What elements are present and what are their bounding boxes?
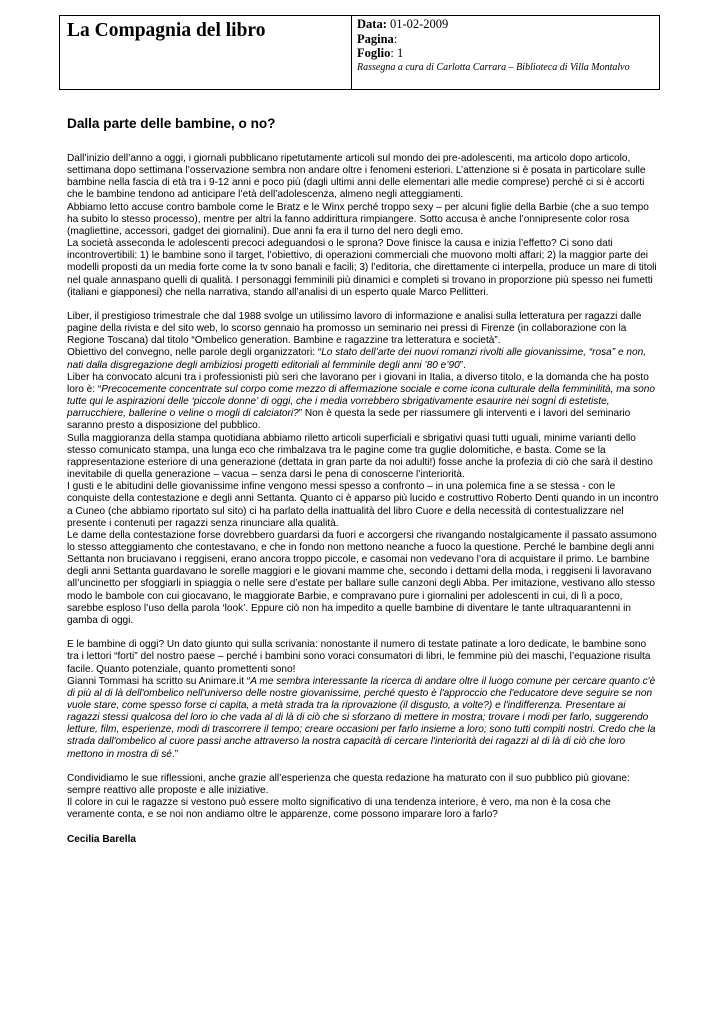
paragraph-seventies: I gusti e le abitudini delle giovanissime infine vengono messi spesso a confronto – in una polemica fine a se stessa - con le conquiste della contestazione e degli anni Settanta. Quanto ci è apparso più lucido e costruttivo Roberto Denti quando in un incontro a Cuneo (che abbiamo riportato sul sito) ci ha parlato della inattualità del libro Cuore e della necessità di contestualizzare nel presente i contenuti per ragazzi senza rinunciare alla qualità. xyxy=(67,481,659,529)
paragraph-objective xyxy=(67,347,659,371)
spacer xyxy=(67,761,659,773)
text-run: ” Non è questa la sede per riassumere gli interventi e i lavori del seminario saranno presto a disposizione del pubblico. xyxy=(67,408,631,432)
date-value: 01-02-2009 xyxy=(386,17,449,31)
sheet-value: : 1 xyxy=(390,46,404,60)
paragraph-society: La società asseconda le adolescenti precoci adeguandosi o le sprona? Dove finisce la causa e inizia l’effetto? Ci sono dati incontrovertibili: 1) le bambine sono il target, l’obiettivo, di operazioni commerciali che muovono molti affari; 2) la maggior parte dei modelli proposti da un media forte come la tv sono banali e facili; 3) l’editoria, che direttamente ci interpella, produce un mare di titoli nel quale annaspano quelli di qualità. I personaggi femminili più dinamici e completi si trovano in proporzione più spesso nei fumetti (italiani e giapponesi) che nella narrativa, stando all’analisi di un esperto quale Marco Pellitteri. xyxy=(67,238,657,298)
paragraph-dolls: Abbiamo letto accuse contro bambole come le Bratz e le Winx perché troppo sexy – per alcuni figlie della Barbie (che a suo tempo ha subito lo stesso processo), mentre per altri la fanno addirittura rimpiangere. Sotto accusa è anche l’onnipresente color rosa (magliettine, accessori, gadget dei giornalini). Due anni fa era il turno del nero degli emo. xyxy=(67,201,649,237)
header-title-cell xyxy=(60,16,352,89)
quote-run: Lo stato dell’arte dei nuovi romanzi rivolti alle giovanissime, “rosa” e non, nati dalla disgregazione degli ambiziosi progetti editoriali al femminile degli anni ’80 e’90 xyxy=(67,347,647,371)
page-row xyxy=(357,32,659,47)
spacer xyxy=(67,627,659,639)
paragraph-press: Sulla maggioranza della stampa quotidiana abbiamo riletto articoli superficiali e sbrigativi quasi tutti uguali, minime varianti dello stesso comunicato stampa, una lunga eco che rimbalzava tra le pagine come tra guglie dolomitiche, e basta. Come se la rappresentazione esteriore di una generazione (dettata in gran parte da noi adulti!) fosse anche la profezia di ciò che sarà il destino inevitabile di quella generazione – vacua – senza darsi le pena di conoscerne l’interiorità. xyxy=(67,432,653,481)
publication-title: La Compagnia del libro xyxy=(67,20,266,41)
quote-run: A me sembra interessante la ricerca di andare oltre il luogo comune per cercare quanto c'è di più al di là dell'ombelico nell'universo delle nostre giovanissime, perché questo è l'approccio che l'educatore deve seguire se non vuole stare, come spesso forse ci capita, a metà strada tra la riprovazione (il disgusto, a volte?) e l'indifferenza. Presentare ai ragazzi stessi qualcosa del loro io che vada al di là di ciò che si sforzano di mettere in mostra; trovare i modi per farlo, suggerendo letture, film, esperienze, modi di trascorrere il tempo; creare occasioni per farlo insieme a loro; sono tutti compiti nostri. Credo che la strada dall'ombelico al cuore passi anche attraverso la nostra capacità di cercare l'interiorità dei ragazzi al di là di ciò che loro mettono in mostra di sé xyxy=(67,675,656,760)
paragraph-dames: Le dame della contestazione forse dovrebbero guardarsi da fuori e accorgersi che rivangando nostalgicamente il passato assumono lo stesso atteggiamento che contestavano, e che in fondo non mettono neanche a fuoco la questione. Perché le bambine degli anni Settanta non bruciavano i reggiseni, erano ancora troppo piccole, e casomai non vedevano l’ora di acquistare il primo. Le bambine degli anni Settanta guardavano le sorelle maggiori e le giovani mamme che, secondo i dettami della moda, i reggiseni li lavoravano all’uncinetto per sfoggiarli in spiaggia o nelle sere d’estate per ballare sulle canzoni degli Abba. Per imitazione, vestivano allo stesso modo le bambole con cui giocavano, le maggiorate Barbie, e compravano pure i giornalini per adolescenti in cui, di lì a poco, sarebbe esploso l’uso della parola ‘look’. Eppure ciò non ha impedito a quelle bambine di diventare le tante ultraquarantenni in gamba di oggi. xyxy=(67,529,657,626)
text-run: Gianni Tommasi ha scritto su Animare.it “ xyxy=(67,675,251,687)
paragraph-readers: E le bambine di oggi? Un dato giunto qui sulla scrivania: nonostante il numero di testate patinate a loro dedicate, le bambine sono tra i lettori “forti” del nostro paese – perché i bambini sono voraci consumatori di libri, le femmine più dei maschi, l’equazione risulta facile. Quanto potenziale, quanto promettenti sono! xyxy=(67,639,651,675)
page-colon: : xyxy=(393,31,398,46)
text-run: Liber ha convocato alcuni tra i professionisti più seri che lavorano per i giovani in Italia, a diverso titolo, e la domanda che ha posto loro è: “ xyxy=(67,371,649,395)
spacer xyxy=(67,299,659,311)
quote-run: Precocemente concentrate sul corpo come mezzo di affermazione sociale e come icona culturale della femminilità, ma sono tutte qui le aspirazioni delle ‘piccole donne’ di oggi, che i media vorrebbero sbrigativamente esaurire nei sogni di estetiste, parrucchiere, ballerine o veline o mogli di calciatori? xyxy=(67,383,655,420)
text-run: ”. xyxy=(459,359,466,371)
paragraph-color: Il colore in cui le ragazze si vestono può essere molto significativo di una tendenza interiore, è vero, ma non è la cosa che veramente conta, e se noi non andiamo oltre le apparenze, come possono imparare loro a farlo? xyxy=(67,797,611,821)
article-title: Dalla parte delle bambine, o no? xyxy=(67,116,276,131)
paragraph-liber: Liber, il prestigioso trimestrale che dal 1988 svolge un utilissimo lavoro di informazione e analisi sulla letteratura per ragazzi dalle pagine della rivista e del sito web, lo scorso gennaio ha promosso un seminario nei pressi di Firenze (in collaborazione con la Regione Toscana) dal titolo “Ombelico generation. Bambine e ragazzine tra letteratura e società”. xyxy=(67,311,642,347)
review-credit: Rassegna a cura di Carlotta Carrara – Biblioteca di Villa Montalvo xyxy=(357,61,630,73)
author-signature: Cecilia Barella xyxy=(67,833,137,845)
page-label: Pagina xyxy=(357,31,394,46)
article-body xyxy=(67,116,659,846)
text-run: .” xyxy=(171,748,179,760)
date-label: Data: xyxy=(357,17,387,31)
sheet-label: Foglio xyxy=(357,46,391,60)
text-run: Obiettivo del convegno, nelle parole degli organizzatori: “ xyxy=(67,347,322,359)
date-row xyxy=(357,17,659,32)
paragraph-tommasi xyxy=(67,676,659,761)
spacer xyxy=(67,822,659,834)
paragraph-share: Condividiamo le sue riflessioni, anche grazie all’esperienza che questa redazione ha maturato con il suo pubblico più giovane: sempre reattivo alle proposte e alle iniziative. xyxy=(67,772,630,797)
document-header xyxy=(59,15,660,90)
paragraph-intro: Dall’inizio dell’anno a oggi, i giornali pubblicano ripetutamente articoli sul mondo dei pre-adolescenti, ma articolo dopo articolo, settimana dopo settimana l’osservazione sembra non andare oltre i fenomeni esteriori. L’attenzione si è posata in particolare sulle bambine nella fascia di età tra i 9-12 anni e poco più (dagli ultimi anni delle elementari alle medie comprese) perché ci si è accorti che le bambine tendono ad anticipare l’età dell’adolescenza, almeno negli atteggiamenti. xyxy=(67,153,646,201)
header-meta-cell xyxy=(352,16,659,89)
paragraph-question xyxy=(67,372,659,433)
sheet-row xyxy=(357,46,659,61)
